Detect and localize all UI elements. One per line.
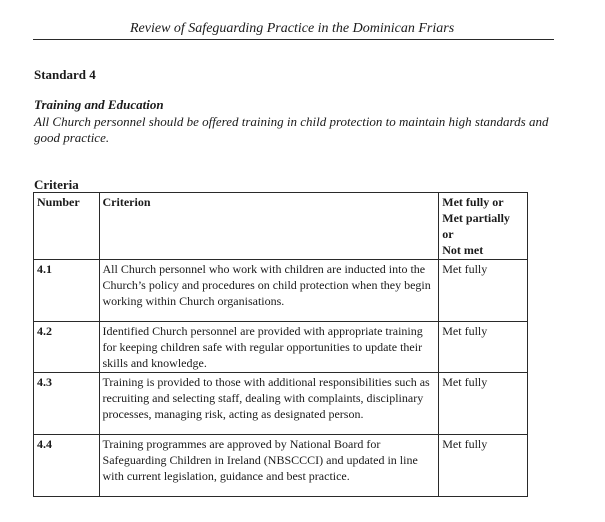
header-number: Number xyxy=(34,193,100,260)
row-status: Met fully xyxy=(439,435,528,497)
table-row xyxy=(34,435,528,497)
header-status-line: Met partially xyxy=(442,211,510,225)
header-status-line: Not met xyxy=(442,243,484,257)
criteria-label: Criteria xyxy=(34,177,79,192)
row-status: Met fully xyxy=(439,260,528,322)
row-criterion: Training is provided to those with additional responsibilities such as recruiting and selecting staff, dealing with complaints, disciplinary processes, managing risk, acting as designated person. xyxy=(99,373,439,435)
table-header-row xyxy=(34,193,528,260)
header-status-line: or xyxy=(442,227,454,241)
row-number: 4.1 xyxy=(34,260,100,322)
row-criterion: Training programmes are approved by National Board for Safeguarding Children in Ireland (NBSCCCI) and updated in line with current legislation, guidance and best practice. xyxy=(99,435,439,497)
header-status-line: Met fully or xyxy=(442,195,504,209)
criteria-table xyxy=(33,192,528,497)
row-status: Met fully xyxy=(439,373,528,435)
standard-title: Standard 4 xyxy=(34,67,96,82)
header-criterion: Criterion xyxy=(99,193,439,260)
table-row xyxy=(34,322,528,373)
table-row xyxy=(34,373,528,435)
table-row xyxy=(34,260,528,322)
section-title: Training and Education xyxy=(34,97,164,112)
header-rule xyxy=(33,39,554,40)
row-status: Met fully xyxy=(439,322,528,373)
running-header: Review of Safeguarding Practice in the Dominican Friars xyxy=(130,21,455,36)
row-number: 4.3 xyxy=(34,373,100,435)
section-description: All Church personnel should be offered training in child protection to maintain high standards and good practice. xyxy=(34,114,549,145)
row-number: 4.4 xyxy=(34,435,100,497)
row-criterion: All Church personnel who work with children are inducted into the Church’s policy and procedures on child protection when they begin working within Church organisations. xyxy=(99,260,439,322)
row-number: 4.2 xyxy=(34,322,100,373)
row-criterion: Identified Church personnel are provided with appropriate training for keeping children safe with regular opportunities to update their skills and knowledge. xyxy=(99,322,439,373)
header-status xyxy=(439,193,528,260)
